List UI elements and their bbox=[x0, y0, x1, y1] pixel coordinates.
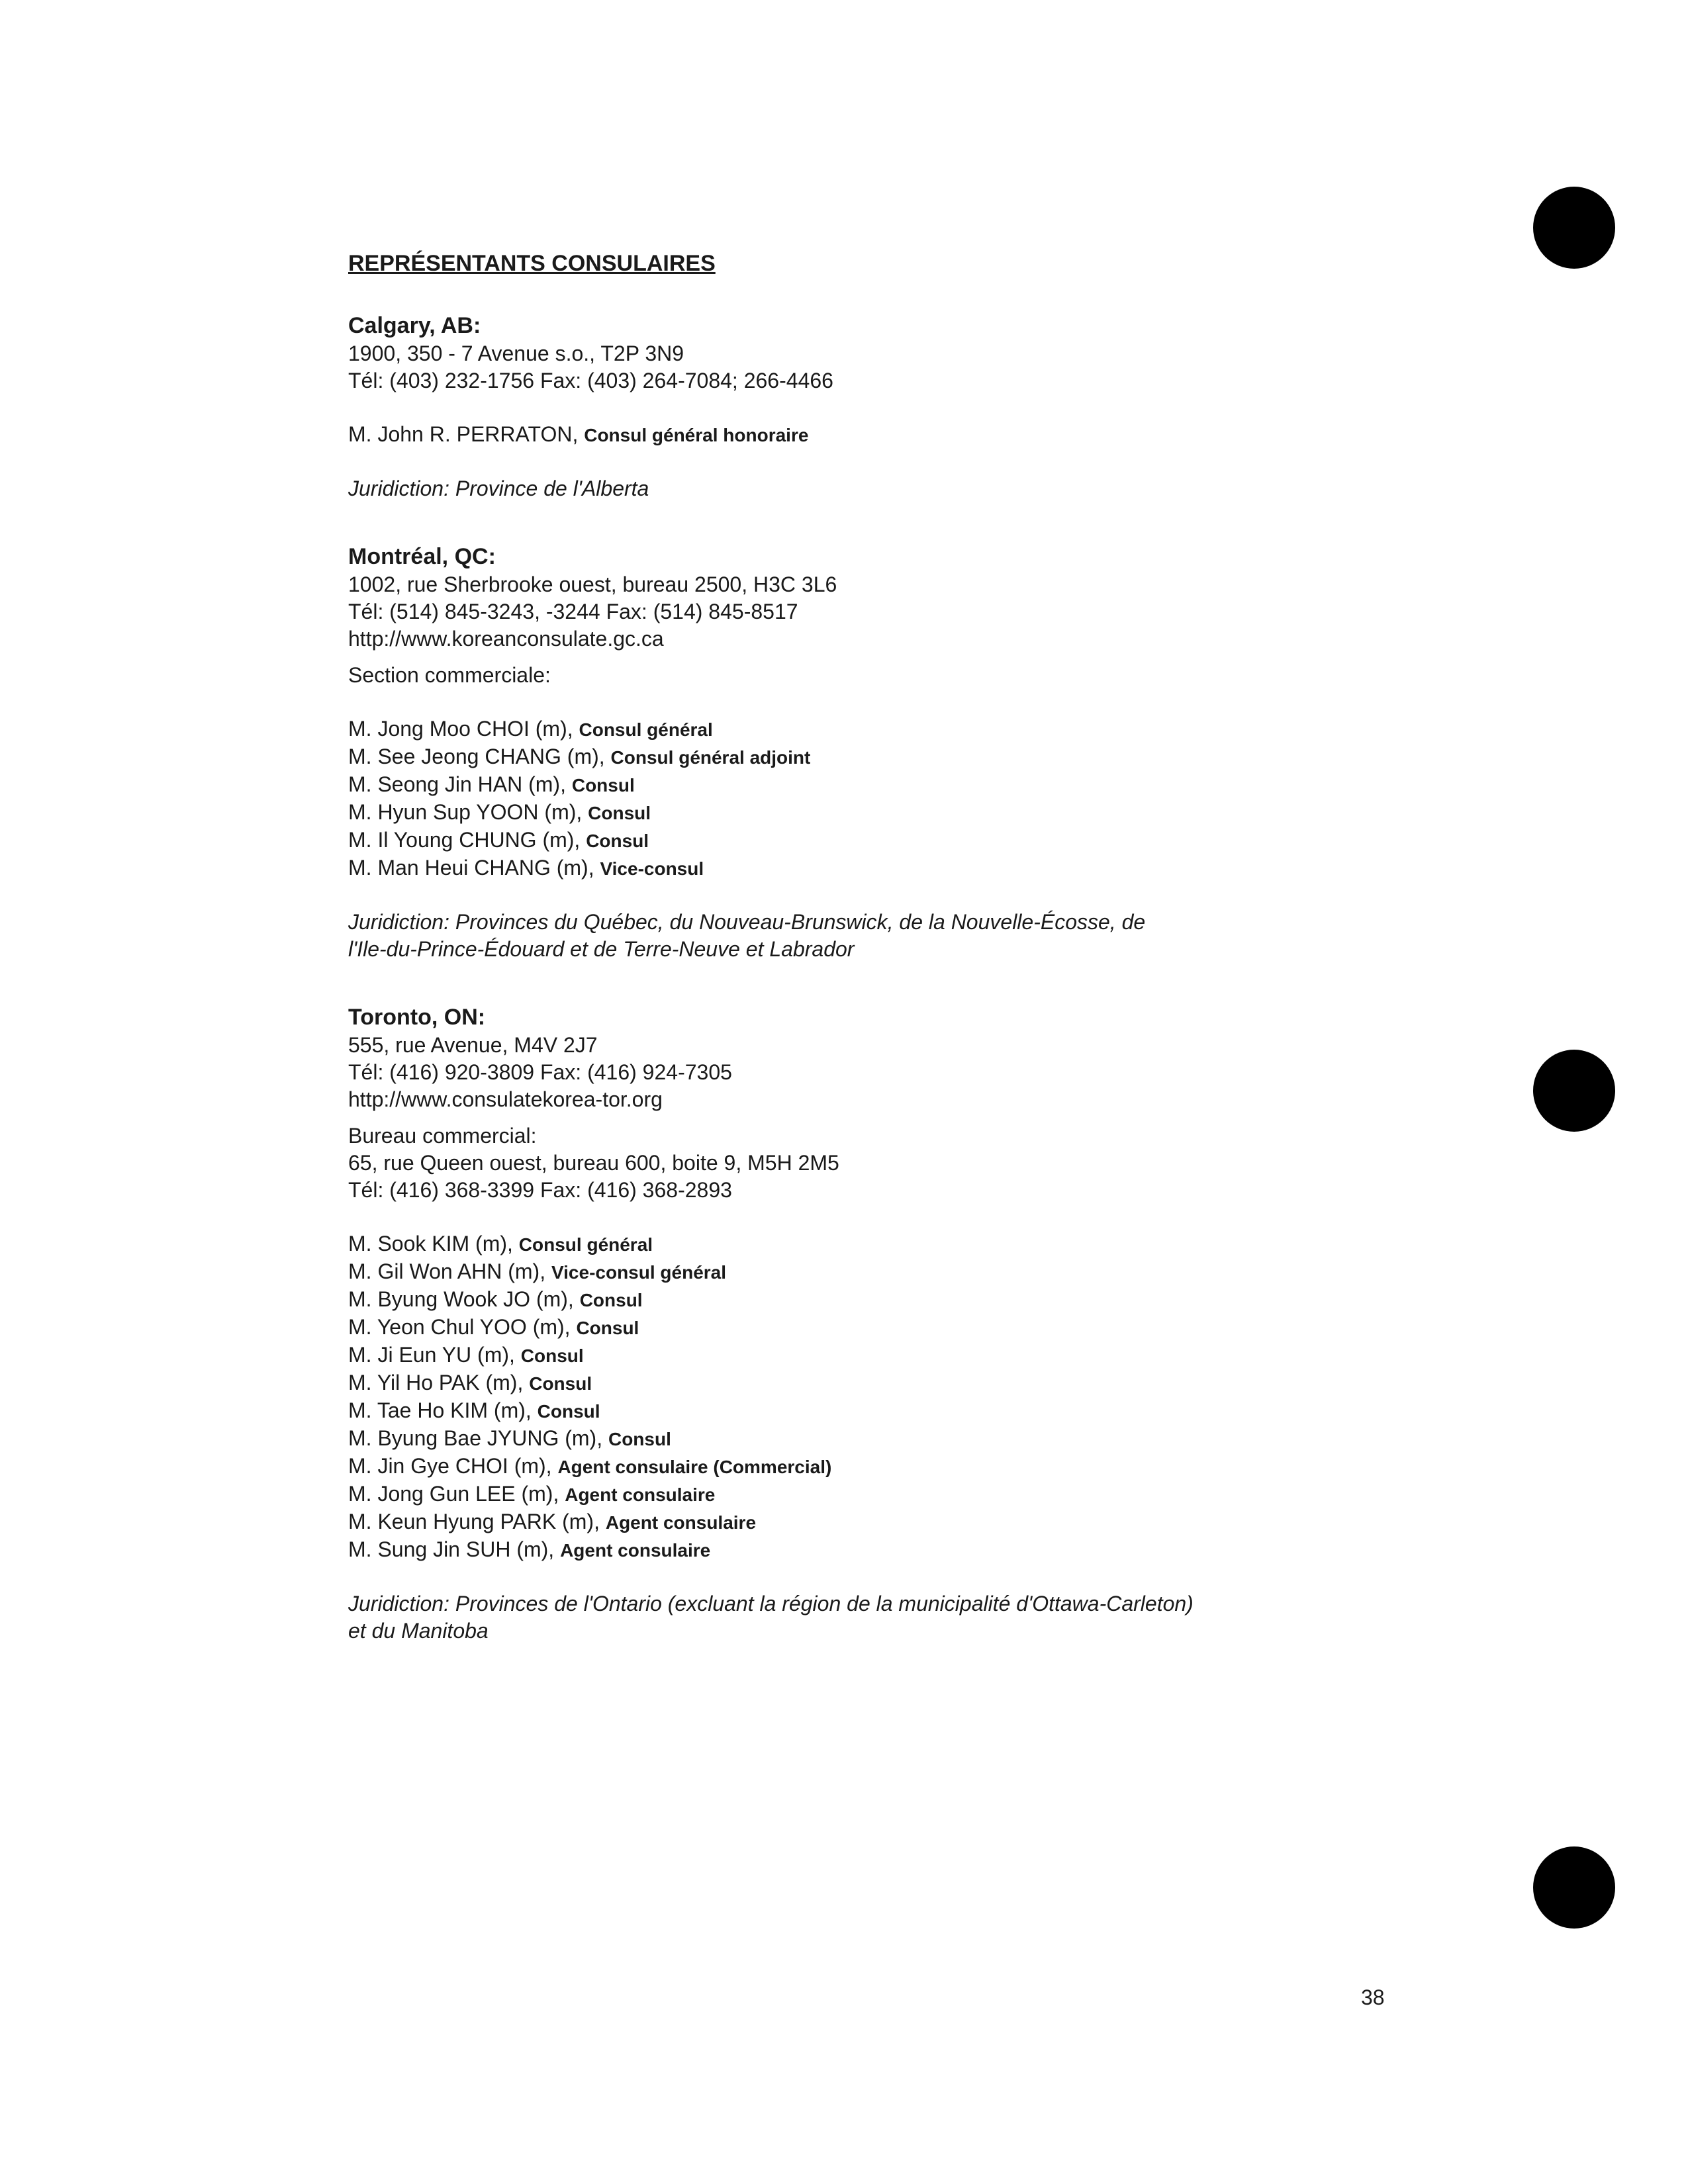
staff-entry bbox=[348, 1258, 1606, 1286]
staff-role: Consul bbox=[537, 1401, 600, 1422]
office-toronto bbox=[348, 1003, 1606, 1645]
staff-entry bbox=[348, 1536, 1606, 1564]
staff-name: M. John R. PERRATON, bbox=[348, 422, 585, 446]
office-calgary bbox=[348, 311, 1606, 502]
staff-entry bbox=[348, 1480, 1606, 1508]
staff-role: Agent consulaire bbox=[605, 1512, 757, 1533]
bureau-label: Bureau commercial: bbox=[348, 1124, 537, 1148]
staff-role: Vice-consul général bbox=[551, 1262, 727, 1283]
staff-name: M. See Jeong CHANG (m), bbox=[348, 745, 611, 768]
staff-name: M. Gil Won AHN (m), bbox=[348, 1259, 551, 1283]
staff-role: Consul bbox=[586, 831, 649, 851]
phone-line: Tél: (416) 920-3809 Fax: (416) 924-7305 bbox=[348, 1060, 732, 1084]
punch-hole-bottom bbox=[1533, 1846, 1615, 1929]
staff-entry bbox=[348, 1342, 1606, 1369]
staff-entry bbox=[348, 421, 1606, 449]
office-city: Calgary, AB: bbox=[348, 313, 481, 338]
staff-role: Consul général bbox=[518, 1234, 653, 1255]
staff-name: M. Ji Eun YU (m), bbox=[348, 1343, 521, 1367]
office-city: Toronto, ON: bbox=[348, 1005, 486, 1030]
staff-entry bbox=[348, 1314, 1606, 1342]
staff-role: Consul bbox=[576, 1318, 639, 1338]
staff-entry bbox=[348, 771, 1606, 799]
staff-name: M. Sung Jin SUH (m), bbox=[348, 1537, 561, 1561]
staff-role: Consul général bbox=[579, 719, 713, 740]
staff-name: M. Byung Bae JYUNG (m), bbox=[348, 1426, 608, 1450]
staff-name: M. Hyun Sup YOON (m), bbox=[348, 800, 588, 824]
bureau-address: 65, rue Queen ouest, bureau 600, boite 9, M5H 2M5 bbox=[348, 1151, 839, 1175]
staff-entry bbox=[348, 1369, 1606, 1397]
office-montreal bbox=[348, 542, 1606, 963]
staff-role: Consul général honoraire bbox=[584, 425, 809, 445]
staff-role: Consul bbox=[579, 1290, 643, 1310]
staff-name: M. Yil Ho PAK (m), bbox=[348, 1371, 530, 1394]
staff-entry bbox=[348, 1397, 1606, 1425]
staff-name: M. Jong Gun LEE (m), bbox=[348, 1482, 565, 1506]
staff-role: Agent consulaire bbox=[565, 1484, 716, 1505]
staff-role: Consul général adjoint bbox=[610, 747, 811, 768]
staff-name: M. Tae Ho KIM (m), bbox=[348, 1398, 538, 1422]
page-title: REPRÉSENTANTS CONSULAIRES bbox=[348, 251, 716, 276]
staff-name: M. Sook KIM (m), bbox=[348, 1232, 519, 1255]
staff-entry bbox=[348, 799, 1606, 827]
staff-role: Agent consulaire (Commercial) bbox=[557, 1457, 832, 1477]
staff-entry bbox=[348, 1425, 1606, 1453]
staff-entry bbox=[348, 1230, 1606, 1258]
staff-entry bbox=[348, 1453, 1606, 1480]
staff-name: M. Jong Moo CHOI (m), bbox=[348, 717, 579, 741]
staff-entry bbox=[348, 1286, 1606, 1314]
staff-name: M. Yeon Chul YOO (m), bbox=[348, 1315, 577, 1339]
website-link[interactable]: http://www.consulatekorea-tor.org bbox=[348, 1087, 663, 1111]
document-content bbox=[348, 250, 1606, 1645]
staff-role: Consul bbox=[608, 1429, 671, 1449]
staff-entry bbox=[348, 1508, 1606, 1536]
staff-role: Agent consulaire bbox=[560, 1540, 711, 1561]
staff-role: Vice-consul bbox=[600, 858, 704, 879]
staff-entry bbox=[348, 743, 1606, 771]
website-link[interactable]: http://www.koreanconsulate.gc.ca bbox=[348, 627, 664, 651]
staff-entry bbox=[348, 854, 1606, 882]
staff-name: M. Keun Hyung PARK (m), bbox=[348, 1510, 606, 1533]
staff-name: M. Seong Jin HAN (m), bbox=[348, 772, 572, 796]
staff-name: M. Il Young CHUNG (m), bbox=[348, 828, 586, 852]
address-line: 1002, rue Sherbrooke ouest, bureau 2500, H3C 3L6 bbox=[348, 572, 837, 596]
jurisdiction: et du Manitoba bbox=[348, 1619, 489, 1643]
staff-entry bbox=[348, 715, 1606, 743]
jurisdiction: Juridiction: Provinces du Québec, du Nouveau-Brunswick, de la Nouvelle-Écosse, de bbox=[348, 910, 1146, 934]
staff-name: M. Byung Wook JO (m), bbox=[348, 1287, 580, 1311]
staff-name: M. Man Heui CHANG (m), bbox=[348, 856, 600, 880]
address-line: 1900, 350 - 7 Avenue s.o., T2P 3N9 bbox=[348, 341, 684, 365]
staff-role: Consul bbox=[520, 1345, 584, 1366]
jurisdiction: Juridiction: Province de l'Alberta bbox=[348, 477, 649, 500]
staff-role: Consul bbox=[588, 803, 651, 823]
staff-role: Consul bbox=[571, 775, 635, 796]
page-number: 38 bbox=[1361, 1985, 1385, 2009]
staff-entry bbox=[348, 827, 1606, 854]
phone-line: Tél: (514) 845-3243, -3244 Fax: (514) 845-8517 bbox=[348, 600, 798, 623]
jurisdiction: l'Ile-du-Prince-Édouard et de Terre-Neuve et Labrador bbox=[348, 937, 855, 961]
bureau-phone: Tél: (416) 368-3399 Fax: (416) 368-2893 bbox=[348, 1178, 732, 1202]
staff-role: Consul bbox=[529, 1373, 592, 1394]
office-city: Montréal, QC: bbox=[348, 544, 496, 569]
address-line: 555, rue Avenue, M4V 2J7 bbox=[348, 1033, 598, 1057]
section-label: Section commerciale: bbox=[348, 663, 551, 687]
staff-name: M. Jin Gye CHOI (m), bbox=[348, 1454, 558, 1478]
jurisdiction: Juridiction: Provinces de l'Ontario (excluant la région de la municipalité d'Ottawa-Carleton) bbox=[348, 1592, 1194, 1615]
phone-line: Tél: (403) 232-1756 Fax: (403) 264-7084; 266-4466 bbox=[348, 369, 833, 392]
